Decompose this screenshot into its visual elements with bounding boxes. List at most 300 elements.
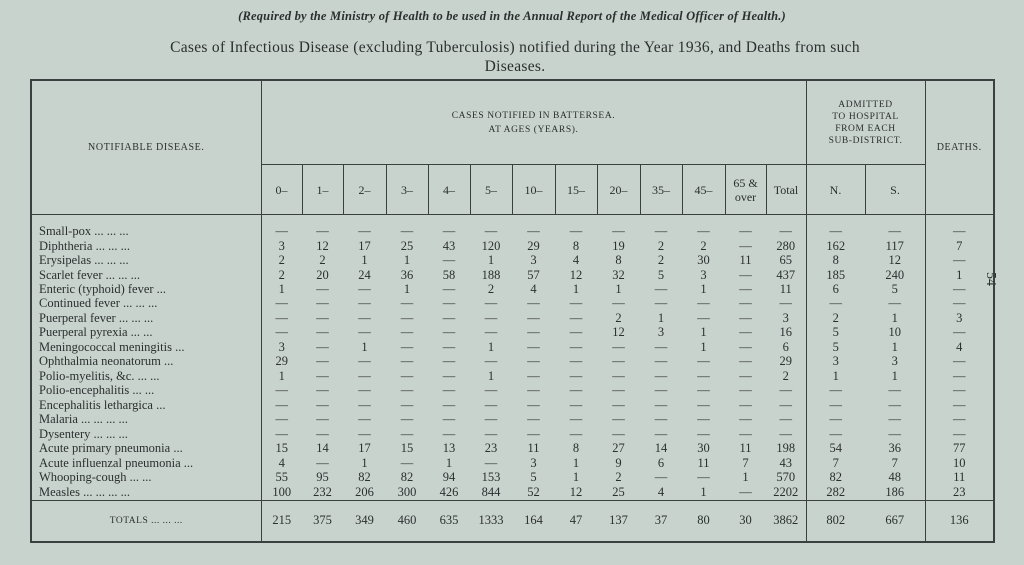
table-cell: — [766, 413, 806, 427]
table-cell: 2 [319, 253, 326, 268]
table-cell: 8 [572, 441, 580, 456]
column-header: 45– [682, 165, 725, 215]
table-cell: — [316, 224, 329, 239]
table-cell: 43 [766, 456, 806, 470]
table-cell: 1 [403, 253, 411, 268]
table-row [31, 253, 994, 267]
table-cell: — [275, 325, 288, 340]
table-cell: — [316, 412, 329, 427]
spacer-cell [640, 215, 682, 224]
table-cell: 1 [657, 310, 665, 325]
table-cell: — [569, 325, 583, 340]
table-cell: 844 [481, 484, 501, 499]
table-cell: — [654, 397, 668, 412]
table-cell: — [569, 426, 583, 441]
table-cell: — [925, 384, 994, 398]
table-cell: 3 [278, 238, 285, 253]
table-cell: 29 [766, 355, 806, 369]
header-admitted-line4: SUB-DISTRICT. [828, 135, 903, 146]
disease-name: Polio-myelitis, &c. ... ... [31, 369, 261, 383]
table-cell: 2 [615, 310, 622, 325]
disease-name: Dysentery ... ... ... [31, 427, 261, 441]
table-cell: 198 [766, 442, 806, 456]
disease-name: Acute primary pneumonia ... [31, 442, 261, 456]
table-cell: 4 [530, 282, 537, 296]
table-cell: — [739, 267, 752, 282]
table-row [31, 427, 994, 441]
table-cell: 1 [572, 282, 580, 296]
table-cell: — [766, 398, 806, 412]
disease-name: Whooping-cough ... ... [31, 471, 261, 485]
table-cell: 5 [832, 325, 839, 340]
table-cell: — [442, 282, 456, 296]
table-cell: — [697, 310, 710, 325]
table-cell: — [442, 224, 456, 239]
infectious-disease-table [30, 79, 995, 543]
table-cell: 25 [400, 238, 414, 253]
table-cell: 136 [925, 500, 994, 542]
table-cell: — [739, 354, 752, 369]
table-cell: — [569, 339, 583, 354]
table-cell: — [612, 426, 625, 441]
table-cell: — [358, 296, 371, 311]
table-cell: — [527, 224, 540, 239]
table-cell: — [442, 339, 456, 354]
table-cell: 80 [682, 500, 725, 542]
table-cell: 4 [657, 484, 665, 499]
table-cell: 1333 [470, 500, 512, 542]
table-cell: — [400, 397, 414, 412]
table-cell: 162 [826, 238, 846, 253]
table-cell: 240 [865, 268, 925, 282]
table-cell: 1 [487, 368, 495, 383]
table-cell: 7 [742, 455, 749, 470]
disease-name: Small-pox ... ... ... [31, 224, 261, 238]
table-cell: 3 [657, 325, 665, 340]
table-cell: — [654, 470, 668, 485]
table-cell: 2 [278, 267, 285, 282]
table-cell: 3862 [766, 500, 806, 542]
table-cell: 14 [316, 441, 329, 456]
table-cell: — [275, 310, 288, 325]
table-cell: — [358, 368, 371, 383]
table-cell: — [400, 383, 414, 398]
table-cell: — [316, 455, 329, 470]
column-header: 1– [302, 165, 343, 215]
table-cell: — [484, 412, 498, 427]
column-header: N. [806, 165, 865, 215]
table-cell: 117 [865, 239, 925, 253]
table-cell: 30 [725, 500, 766, 542]
table-cell: — [484, 383, 498, 398]
table-cell: — [400, 426, 414, 441]
table-cell: 3 [530, 253, 537, 268]
table-cell: — [697, 368, 710, 383]
table-cell: — [275, 397, 288, 412]
spacer-cell [555, 215, 597, 224]
spacer-row [31, 215, 994, 224]
table-cell: — [527, 368, 540, 383]
table-cell: 100 [272, 484, 292, 499]
table-row [31, 268, 994, 282]
table-row [31, 282, 994, 296]
table-cell: — [442, 354, 456, 369]
table-cell: 2 [832, 310, 839, 325]
table-cell: — [654, 339, 668, 354]
table-cell: 82 [829, 470, 842, 485]
table-cell: 9 [615, 455, 622, 470]
table-cell: — [766, 427, 806, 441]
table-cell: — [612, 383, 625, 398]
spacer-cell [470, 215, 512, 224]
table-cell: — [316, 354, 329, 369]
table-cell: 282 [826, 484, 846, 499]
table-cell: — [697, 426, 710, 441]
table-cell: — [400, 325, 414, 340]
table-cell: 1 [865, 311, 925, 325]
table-cell: 43 [442, 238, 456, 253]
table-cell: — [925, 224, 994, 238]
table-cell: 2 [278, 253, 285, 268]
table-cell: — [527, 325, 540, 340]
table-cell: — [316, 383, 329, 398]
table-cell: — [484, 426, 498, 441]
table-cell: — [925, 413, 994, 427]
table-cell: 48 [865, 471, 925, 485]
table-cell: 5 [832, 339, 839, 354]
disease-name: Meningococcal meningitis ... [31, 340, 261, 354]
table-cell: — [739, 282, 752, 296]
table-cell: — [442, 253, 456, 268]
disease-name: Puerperal pyrexia ... ... [31, 326, 261, 340]
table-row [31, 297, 994, 311]
table-cell: — [484, 296, 498, 311]
table-cell: — [697, 383, 710, 398]
table-cell: — [400, 412, 414, 427]
column-header: 3– [386, 165, 428, 215]
table-cell: 667 [865, 500, 925, 542]
table-cell: 7 [832, 455, 839, 470]
table-cell: 3 [530, 455, 537, 470]
table-cell: 232 [313, 484, 332, 499]
table-cell: 29 [275, 354, 288, 369]
table-cell: 36 [400, 267, 414, 282]
table-cell: 1 [278, 282, 285, 296]
table-cell: — [358, 426, 371, 441]
table-cell: 3 [700, 267, 707, 282]
table-cell: 29 [527, 238, 540, 253]
header-admitted-line3: FROM EACH [835, 123, 896, 134]
table-cell: 2202 [766, 485, 806, 500]
table-cell: — [569, 296, 583, 311]
table-cell: 94 [442, 470, 456, 485]
header-cases-line2: AT AGES (YEARS). [488, 124, 579, 135]
table-cell: 2 [487, 282, 495, 296]
table-cell: — [442, 310, 456, 325]
table-cell: 11 [527, 441, 540, 456]
table-cell: — [697, 224, 710, 239]
table-cell: — [829, 397, 842, 412]
table-cell: 1 [445, 455, 453, 470]
disease-name: Acute influenzal pneumonia ... [31, 456, 261, 470]
table-row [31, 398, 994, 412]
table-cell: 1 [865, 340, 925, 354]
table-cell: 185 [826, 267, 846, 282]
table-cell: — [739, 296, 752, 311]
table-cell: 12 [865, 253, 925, 267]
table-cell: — [527, 397, 540, 412]
table-cell: 6 [832, 282, 839, 296]
table-cell: — [484, 310, 498, 325]
table-cell: — [739, 426, 752, 441]
table-cell: 11 [739, 253, 752, 268]
header-deaths: DEATHS. [936, 142, 982, 154]
table-cell: — [829, 412, 842, 427]
table-cell: — [612, 412, 625, 427]
table-cell: — [569, 368, 583, 383]
table-cell: 12 [569, 267, 583, 282]
table-cell: — [527, 310, 540, 325]
table-cell: 2 [615, 470, 622, 485]
spacer-cell [302, 215, 343, 224]
table-cell: 137 [597, 500, 640, 542]
table-cell: — [739, 238, 752, 253]
table-cell: 8 [832, 253, 839, 268]
table-cell: 349 [343, 500, 386, 542]
table-cell: 77 [925, 442, 994, 456]
table-cell: 10 [925, 456, 994, 470]
table-cell: 6 [766, 340, 806, 354]
title-line-2: Diseases. [484, 58, 546, 75]
table-cell: — [739, 310, 752, 325]
table-cell: — [316, 325, 329, 340]
table-cell: 437 [766, 268, 806, 282]
table-cell: 3 [278, 339, 285, 354]
table-cell: 10 [865, 326, 925, 340]
table-cell: 5 [657, 267, 665, 282]
disease-name: Polio-encephalitis ... ... [31, 384, 261, 398]
table-cell: — [612, 224, 625, 239]
table-title [40, 38, 990, 76]
column-header: Total [766, 165, 806, 215]
table-cell: — [569, 224, 583, 239]
header-cases [261, 80, 806, 165]
table-cell: — [484, 455, 498, 470]
disease-name: Malaria ... ... ... ... [31, 413, 261, 427]
table-cell: — [766, 384, 806, 398]
spacer-cell [725, 215, 766, 224]
table-cell: — [654, 383, 668, 398]
table-cell: — [400, 354, 414, 369]
table-cell: 1 [361, 253, 368, 268]
table-cell: — [527, 354, 540, 369]
column-header: 0– [261, 165, 302, 215]
table-cell: — [865, 413, 925, 427]
table-row [31, 311, 994, 325]
disease-name: Scarlet fever ... ... ... [31, 268, 261, 282]
table-cell: — [442, 383, 456, 398]
table-cell: 6 [657, 455, 665, 470]
table-cell: — [569, 354, 583, 369]
table-cell: — [925, 297, 994, 311]
table-cell: — [358, 325, 371, 340]
table-cell: 1 [572, 455, 580, 470]
table-cell: 8 [572, 238, 580, 253]
table-cell: 2 [766, 369, 806, 383]
table-cell: 17 [358, 238, 371, 253]
table-row [31, 442, 994, 456]
table-body [31, 215, 994, 542]
disease-name: Diphtheria ... ... ... [31, 239, 261, 253]
table-cell: 375 [302, 500, 343, 542]
table-row [31, 369, 994, 383]
table-cell: 15 [275, 441, 288, 456]
table-cell: 280 [766, 239, 806, 253]
table-row [31, 456, 994, 470]
table-cell: 5 [865, 282, 925, 296]
spacer-cell [806, 215, 865, 224]
disease-name: Ophthalmia neonatorum ... [31, 355, 261, 369]
table-cell: — [484, 224, 498, 239]
table-cell: — [527, 296, 540, 311]
table-cell: 2 [657, 238, 665, 253]
spacer-cell [261, 215, 302, 224]
table-cell: — [925, 326, 994, 340]
table-row [31, 340, 994, 354]
spacer-cell [766, 215, 806, 224]
table-cell: 2 [700, 238, 707, 253]
table-cell: — [316, 339, 329, 354]
table-cell: 1 [742, 470, 749, 485]
table-cell: — [316, 310, 329, 325]
table-cell: — [275, 296, 288, 311]
table-cell: 19 [612, 238, 625, 253]
table-cell: 12 [612, 325, 625, 340]
table-cell: — [865, 398, 925, 412]
table-cell: — [442, 412, 456, 427]
table-cell: — [442, 368, 456, 383]
table-cell: 1 [361, 455, 368, 470]
column-header: 5– [470, 165, 512, 215]
table-cell: — [527, 339, 540, 354]
table-cell: 25 [612, 484, 625, 499]
table-cell: — [925, 427, 994, 441]
table-cell: 153 [481, 470, 501, 485]
table-cell: 11 [697, 455, 710, 470]
table-cell: — [654, 224, 668, 239]
table-cell: — [569, 412, 583, 427]
table-cell: — [484, 354, 498, 369]
table-cell: 1 [832, 368, 839, 383]
table-cell: — [739, 484, 752, 499]
table-cell: — [358, 383, 371, 398]
column-header: 2– [343, 165, 386, 215]
table-cell: — [275, 383, 288, 398]
column-header: 4– [428, 165, 470, 215]
table-cell: — [527, 412, 540, 427]
ministry-note: (Required by the Ministry of Health to be used in the Annual Report of the Medical Officer of Health.) [238, 9, 786, 23]
table-cell: 3 [832, 354, 839, 369]
table-cell: 1 [361, 339, 368, 354]
table-cell: 47 [555, 500, 597, 542]
table-cell: — [442, 296, 456, 311]
table-cell: — [275, 224, 288, 239]
table-cell: — [612, 368, 625, 383]
spacer-cell [597, 215, 640, 224]
table-cell: — [925, 282, 994, 296]
table-cell: — [484, 325, 498, 340]
table-cell: — [739, 368, 752, 383]
table-cell: — [400, 224, 414, 239]
table-cell: 186 [865, 485, 925, 500]
table-cell: — [865, 384, 925, 398]
table-header [31, 80, 994, 215]
table-cell: 1 [487, 253, 495, 268]
table-cell: 13 [442, 441, 456, 456]
column-header: 65 & over [725, 165, 766, 215]
table-cell: — [925, 398, 994, 412]
table-cell: 5 [530, 470, 537, 485]
table-cell: — [442, 426, 456, 441]
table-cell: — [612, 339, 625, 354]
table-cell: 16 [766, 326, 806, 340]
table-cell: 55 [275, 470, 288, 485]
table-cell: — [766, 224, 806, 238]
table-cell: 54 [829, 441, 842, 456]
table-cell: — [697, 354, 710, 369]
table-cell: 1 [700, 484, 707, 499]
table-cell: — [612, 296, 625, 311]
spacer-cell [925, 215, 994, 224]
table-cell: 23 [925, 485, 994, 500]
table-cell: 1 [615, 282, 622, 296]
table-cell: 4 [572, 253, 580, 268]
table-cell: — [865, 297, 925, 311]
table-cell: 11 [739, 441, 752, 456]
table-cell: 30 [697, 253, 710, 268]
table-cell: — [829, 426, 842, 441]
table-cell: 3 [865, 355, 925, 369]
table-cell: — [358, 224, 371, 239]
table-cell: — [358, 412, 371, 427]
table-cell: — [925, 253, 994, 267]
table-cell: 20 [316, 267, 329, 282]
table-cell: — [358, 282, 371, 296]
table-cell: — [925, 355, 994, 369]
table-cell: — [569, 310, 583, 325]
table-cell: — [654, 354, 668, 369]
table-cell: 460 [386, 500, 428, 542]
table-cell: — [527, 426, 540, 441]
table-cell: 1 [572, 470, 580, 485]
header-admitted-line1: ADMITTED [838, 99, 893, 110]
table-cell: — [829, 224, 842, 239]
spacer-cell [512, 215, 555, 224]
table-cell: — [654, 282, 668, 296]
table-cell: — [400, 339, 414, 354]
table-cell: 1 [487, 339, 495, 354]
table-cell: — [400, 296, 414, 311]
header-cases-line1: CASES NOTIFIED IN BATTERSEA. [451, 110, 616, 121]
table-cell: 1 [700, 282, 707, 296]
table-cell: — [316, 368, 329, 383]
table-cell: — [484, 397, 498, 412]
spacer-cell [865, 215, 925, 224]
table-cell: — [358, 397, 371, 412]
table-row [31, 239, 994, 253]
table-row [31, 355, 994, 369]
table-cell: — [829, 296, 842, 311]
